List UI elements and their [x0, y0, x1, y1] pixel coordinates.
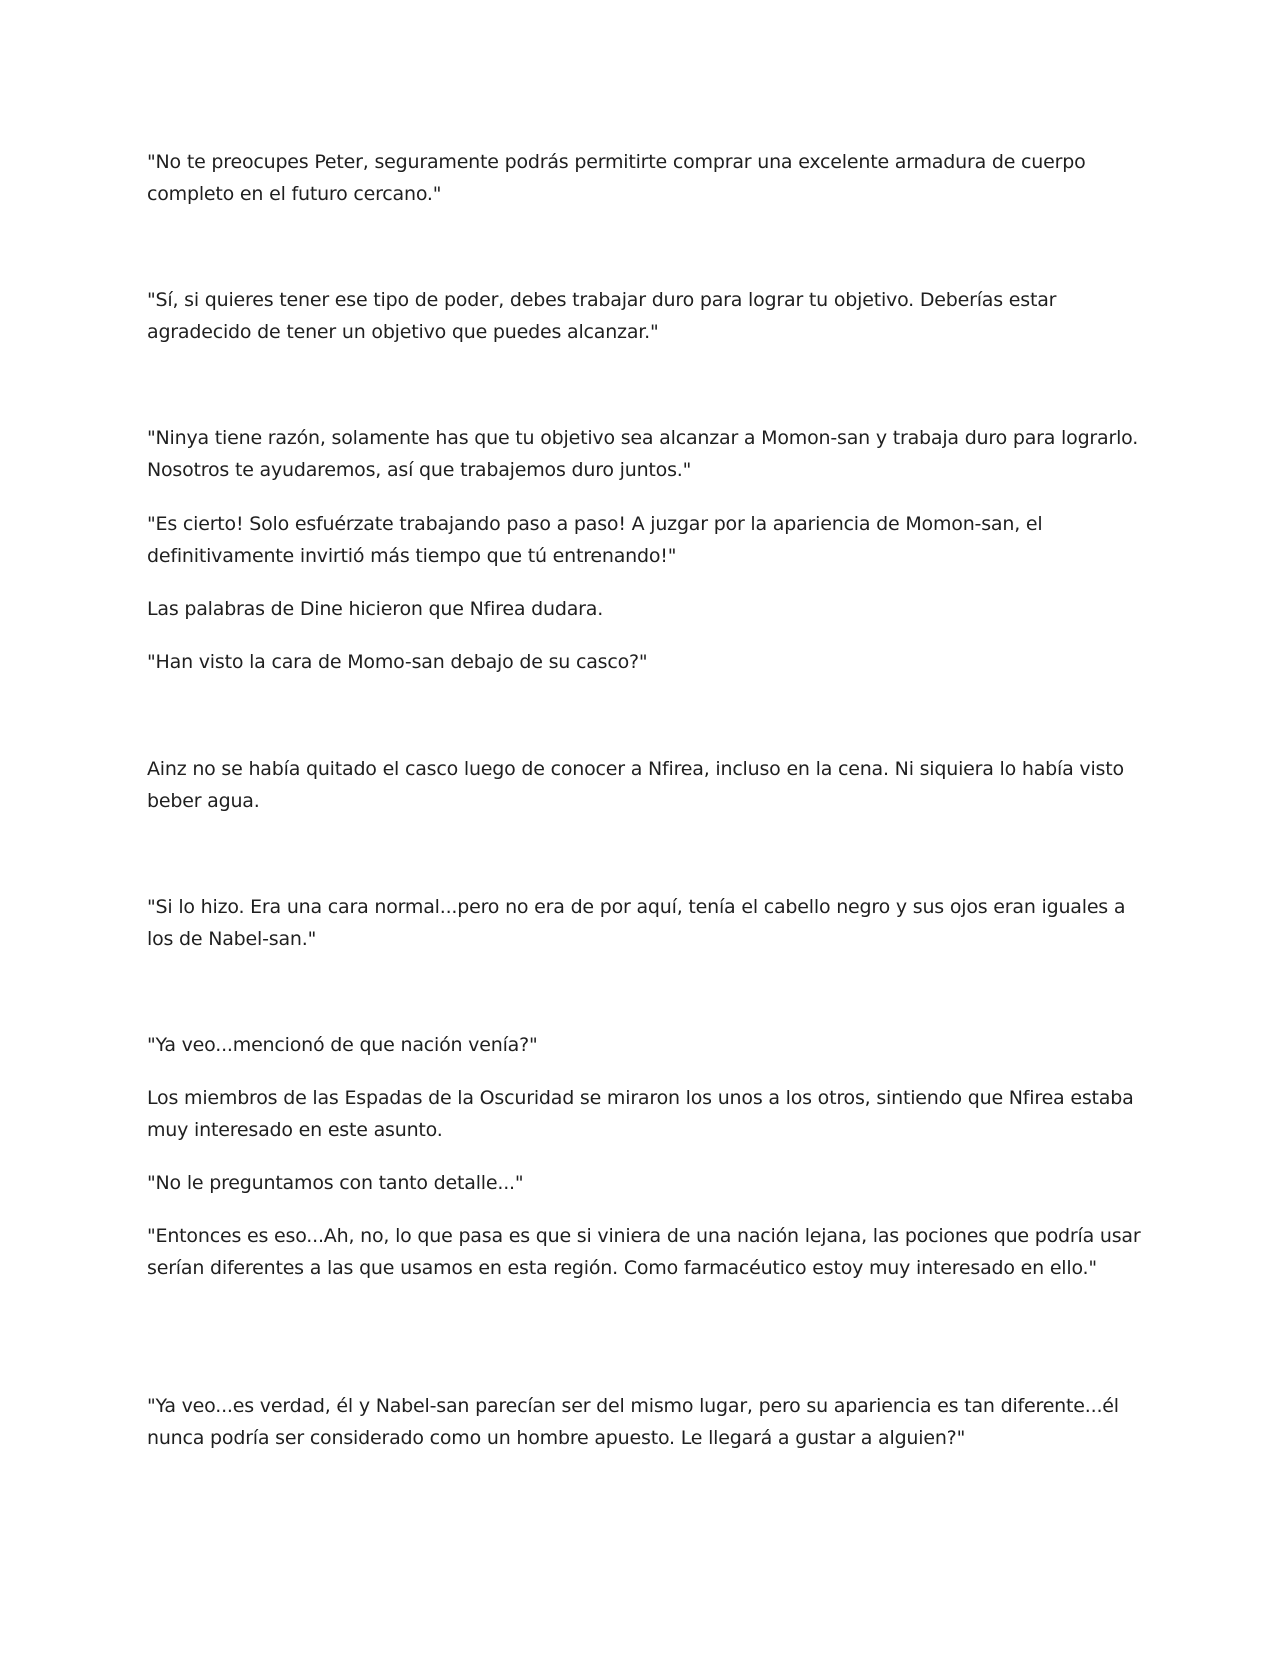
paragraph-11: "No le preguntamos con tanto detalle..." — [147, 1172, 524, 1194]
paragraph-6: "Han visto la cara de Momo-san debajo de su casco?" — [147, 651, 648, 673]
paragraph-1: "No te preocupes Peter, seguramente podrás permitirte comprar una excelente armadura de cuerpo completo en el futuro cercano." — [147, 151, 1086, 205]
paragraph-3: "Ninya tiene razón, solamente has que tu objetivo sea alcanzar a Momon-san y trabaja duro para lograrlo. Nosotros te ayudaremos, así que trabajemos duro juntos." — [147, 427, 1139, 481]
paragraph-7: Ainz no se había quitado el casco luego de conocer a Nfirea, incluso en la cena. Ni siquiera lo había visto beber agua. — [147, 758, 1124, 812]
paragraph-10: Los miembros de las Espadas de la Oscuridad se miraron los unos a los otros, sintiendo que Nfirea estaba muy interesado en este asunto. — [147, 1087, 1134, 1141]
paragraph-9: "Ya veo...mencionó de que nación venía?" — [147, 1034, 538, 1056]
paragraph-12: "Entonces es eso...Ah, no, lo que pasa es que si viniera de una nación lejana, las pociones que podría usar serían diferentes a las que usamos en esta región. Como farmacéutico estoy muy interesado en ello." — [147, 1225, 1141, 1279]
paragraph-8: "Si lo hizo. Era una cara normal...pero no era de por aquí, tenía el cabello negro y sus ojos eran iguales a los de Nabel-san." — [147, 896, 1126, 950]
paragraph-13: "Ya veo...es verdad, él y Nabel-san parecían ser del mismo lugar, pero su apariencia es tan diferente...él nunca podría ser considerado como un hombre apuesto. Le llegará a gustar a alguien?" — [147, 1395, 1119, 1449]
paragraph-4: "Es cierto! Solo esfuérzate trabajando paso a paso! A juzgar por la apariencia de Momon-san, el definitivamente invirtió más tiempo que tú entrenando!" — [147, 513, 1043, 567]
paragraph-5: Las palabras de Dine hicieron que Nfirea dudara. — [147, 598, 604, 620]
paragraph-2: "Sí, si quieres tener ese tipo de poder, debes trabajar duro para lograr tu objetivo. Deberías estar agradecido de tener un objetivo que puedes alcanzar." — [147, 289, 1057, 343]
